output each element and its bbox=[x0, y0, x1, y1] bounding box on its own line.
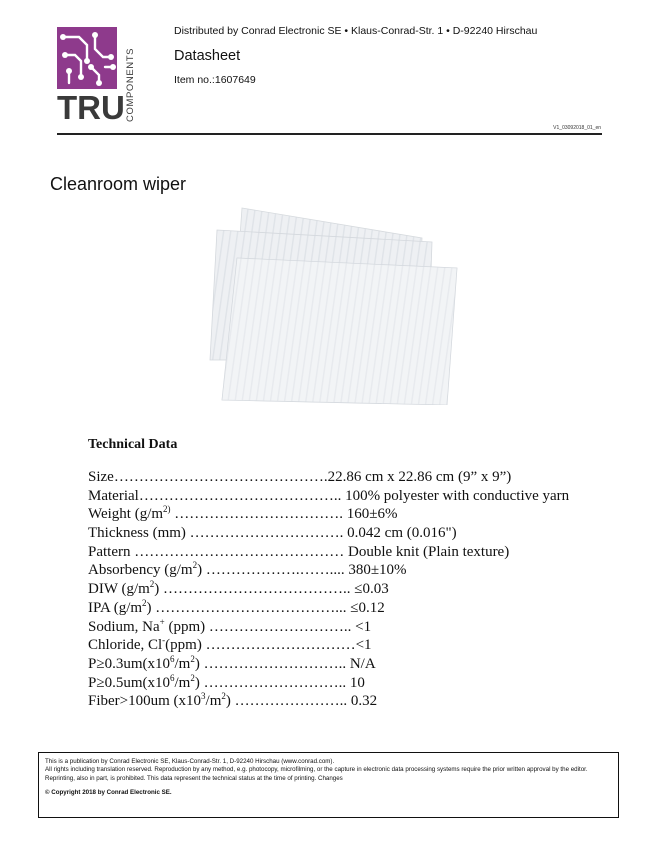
spec-value: 380±10% bbox=[348, 562, 407, 579]
product-title: Cleanroom wiper bbox=[50, 174, 187, 194]
spec-label: Size bbox=[88, 469, 114, 485]
spec-leader: ……………………………………. bbox=[113, 469, 328, 485]
spec-leader: ……………………….. bbox=[205, 618, 356, 635]
spec-row bbox=[88, 505, 569, 524]
spec-label: Fiber>100um (x10 bbox=[88, 693, 202, 710]
spec-label: DIW (g/m bbox=[88, 581, 150, 598]
spec-row bbox=[88, 580, 569, 599]
spec-value: 0.042 cm (0.016") bbox=[347, 525, 457, 542]
spec-label-rest: ) bbox=[225, 693, 231, 710]
spec-value: N/A bbox=[349, 655, 376, 672]
spec-leader: …………………………. bbox=[185, 525, 348, 542]
spec-row bbox=[88, 524, 569, 543]
doc-type: Datasheet bbox=[174, 48, 241, 64]
spec-label: Chloride, Cl bbox=[88, 637, 163, 654]
spec-label-sup: - bbox=[162, 635, 166, 646]
spec-row bbox=[88, 599, 569, 618]
spec-label-rest: ) bbox=[194, 674, 200, 691]
spec-label-sup: 6 bbox=[170, 672, 175, 683]
spec-row bbox=[88, 468, 569, 487]
spec-label-sup: 2 bbox=[192, 560, 198, 571]
spec-leader: ……………………….. bbox=[199, 674, 350, 691]
spec-label-rest: /m bbox=[205, 693, 222, 710]
spec-label-sup: 2 bbox=[190, 672, 195, 683]
spec-value: 22.86 cm x 22.86 cm (9” x 9”) bbox=[327, 469, 512, 485]
spec-row bbox=[88, 487, 569, 506]
footer-rights: All rights including translation reserved. Reproduction by any method, e.g. photocopy, microfilming, or the capture in electronic data processing systems require the prior written approval by the editor. Reprinting, also in part, is prohibited. This data represent the technical status at the time of printing. Changes bbox=[45, 766, 588, 782]
spec-value: 160±6% bbox=[346, 506, 398, 523]
spec-label-sup: 6 bbox=[170, 653, 175, 664]
spec-leader: ………………………… bbox=[201, 637, 356, 654]
spec-leader: ……………….…….... bbox=[202, 562, 349, 579]
spec-label-sup: 3 bbox=[201, 691, 206, 702]
spec-row bbox=[88, 636, 569, 655]
spec-label-sup: 2) bbox=[163, 504, 171, 515]
spec-label-rest: ) bbox=[154, 581, 160, 598]
footer-publisher: This is a publication by Conrad Electronic SE, Klaus-Conrad-Str. 1, D-92240 Hirschau (www.conrad.com). bbox=[45, 758, 335, 765]
spec-leader: ……………………………….. bbox=[159, 581, 355, 598]
spec-value: 10 bbox=[349, 674, 365, 691]
spec-row bbox=[88, 674, 569, 693]
spec-label-sup: 2 bbox=[190, 653, 195, 664]
spec-leader: …………………………………… bbox=[130, 543, 348, 560]
spec-row bbox=[88, 655, 569, 674]
spec-value: ≤0.03 bbox=[354, 581, 389, 598]
spec-value: 0.32 bbox=[350, 693, 378, 710]
spec-label-sup: 2 bbox=[221, 691, 226, 702]
spec-row bbox=[88, 692, 569, 711]
spec-label-rest: /m bbox=[174, 655, 191, 672]
spec-label: IPA (g/m bbox=[88, 599, 143, 616]
spec-label-rest: /m bbox=[174, 674, 191, 691]
spec-label-rest: (ppm) bbox=[164, 618, 206, 635]
spec-label-sup: 2 bbox=[149, 579, 155, 590]
footer-copyright: © Copyright 2018 by Conrad Electronic SE. bbox=[45, 789, 172, 797]
spec-leader: ……………………………. bbox=[170, 506, 347, 523]
spec-label-sup: 2 bbox=[142, 597, 147, 608]
tru-components-logo bbox=[57, 27, 137, 122]
spec-label: P≥0.5um(x10 bbox=[88, 674, 170, 691]
technical-data-heading: Technical Data bbox=[88, 437, 178, 452]
distributor-line: Distributed by Conrad Electronic SE • Klaus-Conrad-Str. 1 • D-92240 Hirschau bbox=[174, 25, 538, 37]
spec-label-rest: ) bbox=[146, 599, 152, 616]
spec-list bbox=[88, 468, 569, 711]
spec-row bbox=[88, 618, 569, 637]
spec-leader: ………………………………….. bbox=[138, 487, 346, 504]
spec-label-rest: ) bbox=[197, 562, 203, 579]
spec-label-rest: ) bbox=[194, 655, 200, 672]
spec-value: Double knit (Plain texture) bbox=[348, 543, 510, 560]
spec-label: Weight (g/m bbox=[88, 506, 164, 523]
spec-label: Absorbency (g/m bbox=[88, 562, 193, 579]
header-rule bbox=[57, 133, 602, 135]
spec-label: Pattern bbox=[88, 543, 131, 560]
product-photo bbox=[192, 200, 462, 405]
spec-value: ≤0.12 bbox=[350, 599, 385, 616]
spec-label: Thickness (mm) bbox=[88, 525, 186, 542]
spec-value: <1 bbox=[355, 618, 372, 635]
version-code: V1_03092018_01_en bbox=[553, 125, 601, 131]
spec-label: P≥0.3um(x10 bbox=[88, 655, 170, 672]
spec-label: Sodium, Na bbox=[88, 618, 160, 635]
spec-row bbox=[88, 561, 569, 580]
spec-value: 100% polyester with conductive yarn bbox=[345, 487, 570, 504]
logo-text: TRU bbox=[57, 89, 125, 122]
spec-label-rest: (ppm) bbox=[165, 637, 202, 654]
spec-value: <1 bbox=[355, 637, 372, 654]
spec-leader: ………………………………... bbox=[151, 599, 351, 616]
footer-notice bbox=[38, 752, 619, 818]
logo-subtext: COMPONENTS bbox=[125, 47, 136, 122]
item-number: Item no.:1607649 bbox=[174, 74, 256, 86]
spec-label: Material bbox=[88, 487, 139, 504]
spec-row bbox=[88, 543, 569, 562]
spec-label-sup: + bbox=[159, 616, 165, 627]
spec-leader: ……………………….. bbox=[199, 655, 350, 672]
spec-leader: ………………….. bbox=[230, 693, 351, 710]
